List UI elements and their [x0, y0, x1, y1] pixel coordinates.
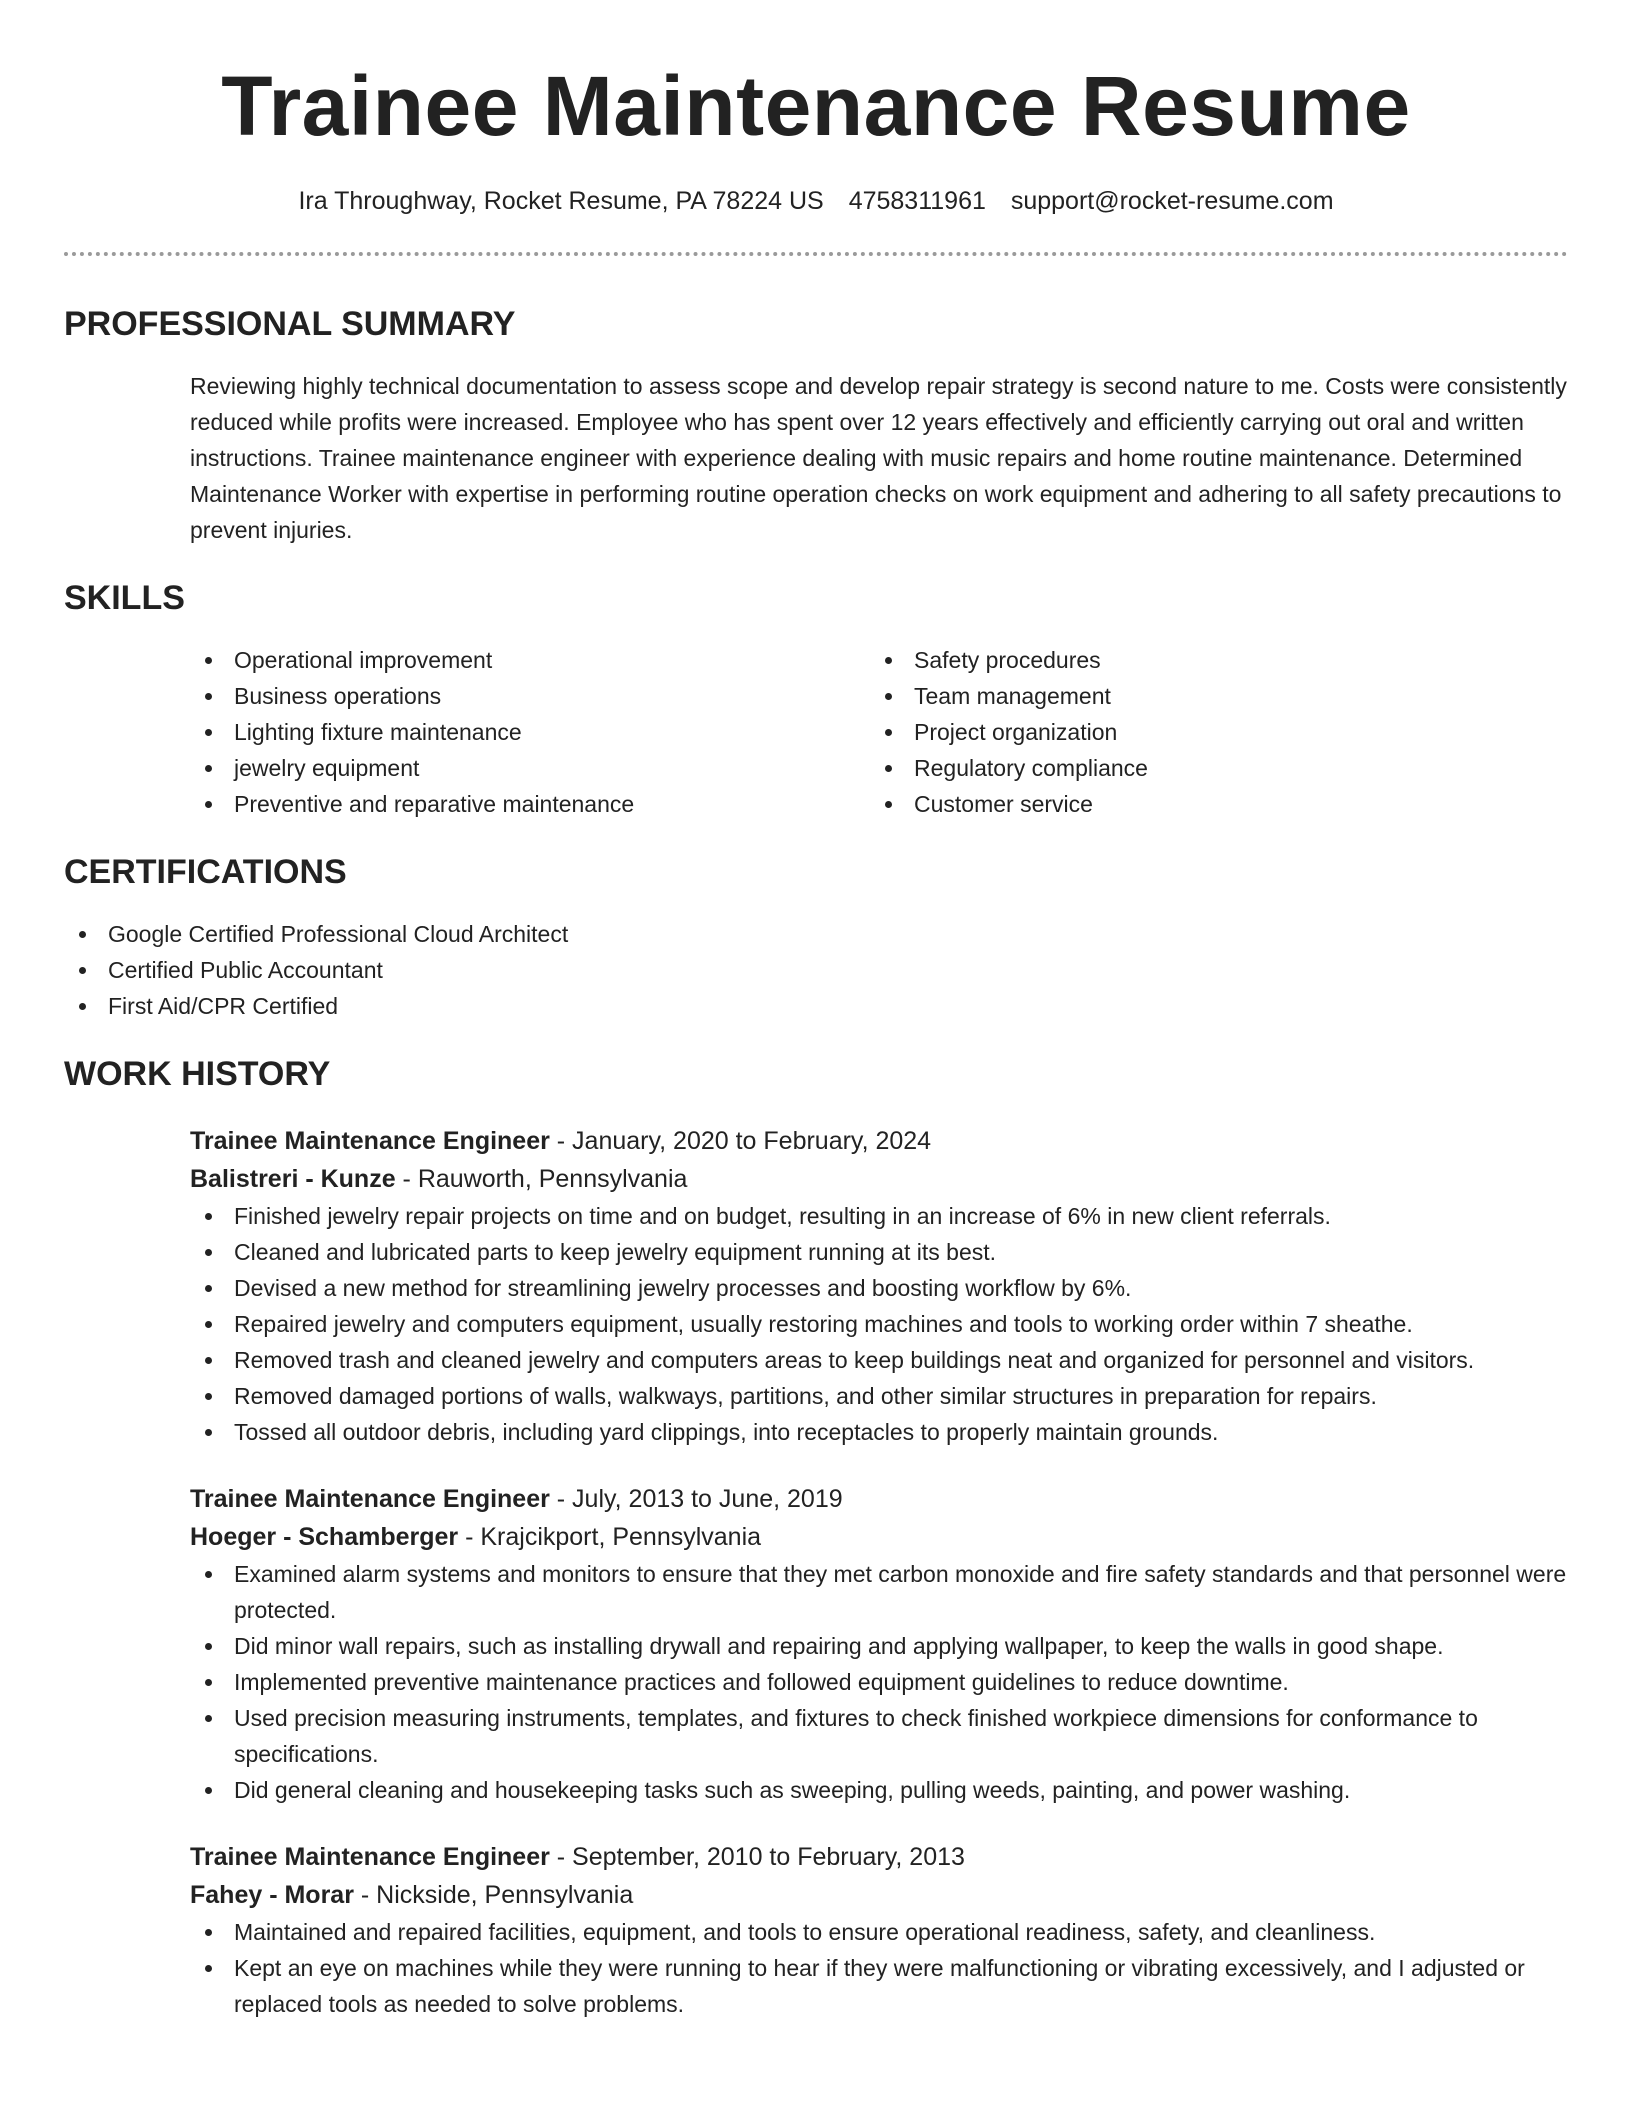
contact-address: Ira Throughway, Rocket Resume, PA 78224 US	[298, 187, 824, 215]
job-bullet: Did minor wall repairs, such as installing drywall and repairing and applying wallpaper, to keep the walls in good shape.	[190, 1628, 1568, 1664]
certifications-heading: CERTIFICATIONS	[64, 853, 347, 891]
header-divider	[64, 252, 1568, 256]
skill-item: Business operations	[190, 678, 870, 714]
job-location: - Rauworth, Pennsylvania	[395, 1165, 688, 1193]
summary-text: Reviewing highly technical documentation to assess scope and develop repair strategy is second nature to me. Costs were consistently reduced while profits were increased. Employee who has spent over 12 years effectively and efficiently carrying out oral and written instructions. Trainee maintenance engineer with experience dealing with music repairs and home routine maintenance. Determined Maintenance Worker with expertise in performing routine operation checks on work equipment and adhering to all safety precautions to prevent injuries.	[190, 373, 1567, 543]
job-bullet: Used precision measuring instruments, templates, and fixtures to check finished workpiece dimensions for conformance to specifications.	[190, 1700, 1568, 1772]
job-dates: - January, 2020 to February, 2024	[549, 1127, 932, 1155]
job-entry	[190, 1480, 1568, 1808]
job-bullets	[190, 1556, 1568, 1808]
job-company: Fahey - Morar	[190, 1881, 354, 1909]
job-bullet: Kept an eye on machines while they were running to hear if they were malfunctioning or vibrating excessively, and I adjusted or replaced tools as needed to solve problems.	[190, 1950, 1568, 2022]
job-title: Trainee Maintenance Engineer	[190, 1127, 550, 1155]
job-company-line	[190, 1160, 1568, 1198]
skill-item: Project organization	[870, 714, 1550, 750]
skill-item: Operational improvement	[190, 642, 870, 678]
job-bullet: Removed trash and cleaned jewelry and computers areas to keep buildings neat and organized for personnel and visitors.	[190, 1342, 1568, 1378]
skills-right-column	[870, 642, 1550, 822]
job-bullet: Tossed all outdoor debris, including yard clippings, into receptacles to properly maintain grounds.	[190, 1414, 1568, 1450]
job-company-line	[190, 1876, 1568, 1914]
job-bullet: Removed damaged portions of walls, walkways, partitions, and other similar structures in preparation for repairs.	[190, 1378, 1568, 1414]
certification-item: First Aid/CPR Certified	[64, 988, 1568, 1024]
job-title-line	[190, 1122, 1568, 1160]
job-title-line	[190, 1480, 1568, 1518]
job-bullet: Examined alarm systems and monitors to ensure that they met carbon monoxide and fire safety standards and that personnel were protected.	[190, 1556, 1568, 1628]
job-dates: - July, 2013 to June, 2019	[549, 1485, 843, 1513]
job-location: - Nickside, Pennsylvania	[353, 1881, 634, 1909]
resume-title: Trainee Maintenance Resume	[221, 59, 1411, 153]
resume-page	[64, 0, 1568, 2022]
job-company: Balistreri - Kunze	[190, 1165, 396, 1193]
job-bullet: Cleaned and lubricated parts to keep jewelry equipment running at its best.	[190, 1234, 1568, 1270]
job-title: Trainee Maintenance Engineer	[190, 1485, 550, 1513]
work-history-heading: WORK HISTORY	[64, 1055, 331, 1093]
skills-heading: SKILLS	[64, 579, 185, 617]
job-title: Trainee Maintenance Engineer	[190, 1843, 550, 1871]
skill-item: Preventive and reparative maintenance	[190, 786, 870, 822]
skill-item: jewelry equipment	[190, 750, 870, 786]
job-bullet: Maintained and repaired facilities, equipment, and tools to ensure operational readiness, safety, and cleanliness.	[190, 1914, 1568, 1950]
job-dates: - September, 2010 to February, 2013	[549, 1843, 965, 1871]
contact-email: support@rocket-resume.com	[1010, 187, 1334, 215]
job-bullets	[190, 1914, 1568, 2022]
skill-item: Safety procedures	[870, 642, 1550, 678]
job-title-line	[190, 1838, 1568, 1876]
contact-phone: 4758311961	[848, 187, 986, 215]
job-company-line	[190, 1518, 1568, 1556]
job-entry	[190, 1122, 1568, 1450]
certification-item: Certified Public Accountant	[64, 952, 1568, 988]
summary-heading: PROFESSIONAL SUMMARY	[64, 305, 516, 343]
job-bullet: Did general cleaning and housekeeping tasks such as sweeping, pulling weeds, painting, and power washing.	[190, 1772, 1568, 1808]
job-location: - Krajcikport, Pennsylvania	[458, 1523, 762, 1551]
certification-item: Google Certified Professional Cloud Architect	[64, 916, 1568, 952]
job-bullet: Repaired jewelry and computers equipment, usually restoring machines and tools to working order within 7 sheathe.	[190, 1306, 1568, 1342]
skills-left-column	[190, 642, 870, 822]
certifications-list	[64, 916, 1568, 1024]
job-company: Hoeger - Schamberger	[190, 1523, 459, 1551]
job-entry	[190, 1838, 1568, 2022]
skill-item: Lighting fixture maintenance	[190, 714, 870, 750]
skill-item: Regulatory compliance	[870, 750, 1550, 786]
job-bullets	[190, 1198, 1568, 1450]
contact-line	[64, 184, 1568, 218]
job-bullet: Devised a new method for streamlining jewelry processes and boosting workflow by 6%.	[190, 1270, 1568, 1306]
skill-item: Customer service	[870, 786, 1550, 822]
skill-item: Team management	[870, 678, 1550, 714]
job-bullet: Finished jewelry repair projects on time and on budget, resulting in an increase of 6% in new client referrals.	[190, 1198, 1568, 1234]
skills-grid	[190, 642, 1568, 822]
job-bullet: Implemented preventive maintenance practices and followed equipment guidelines to reduce downtime.	[190, 1664, 1568, 1700]
